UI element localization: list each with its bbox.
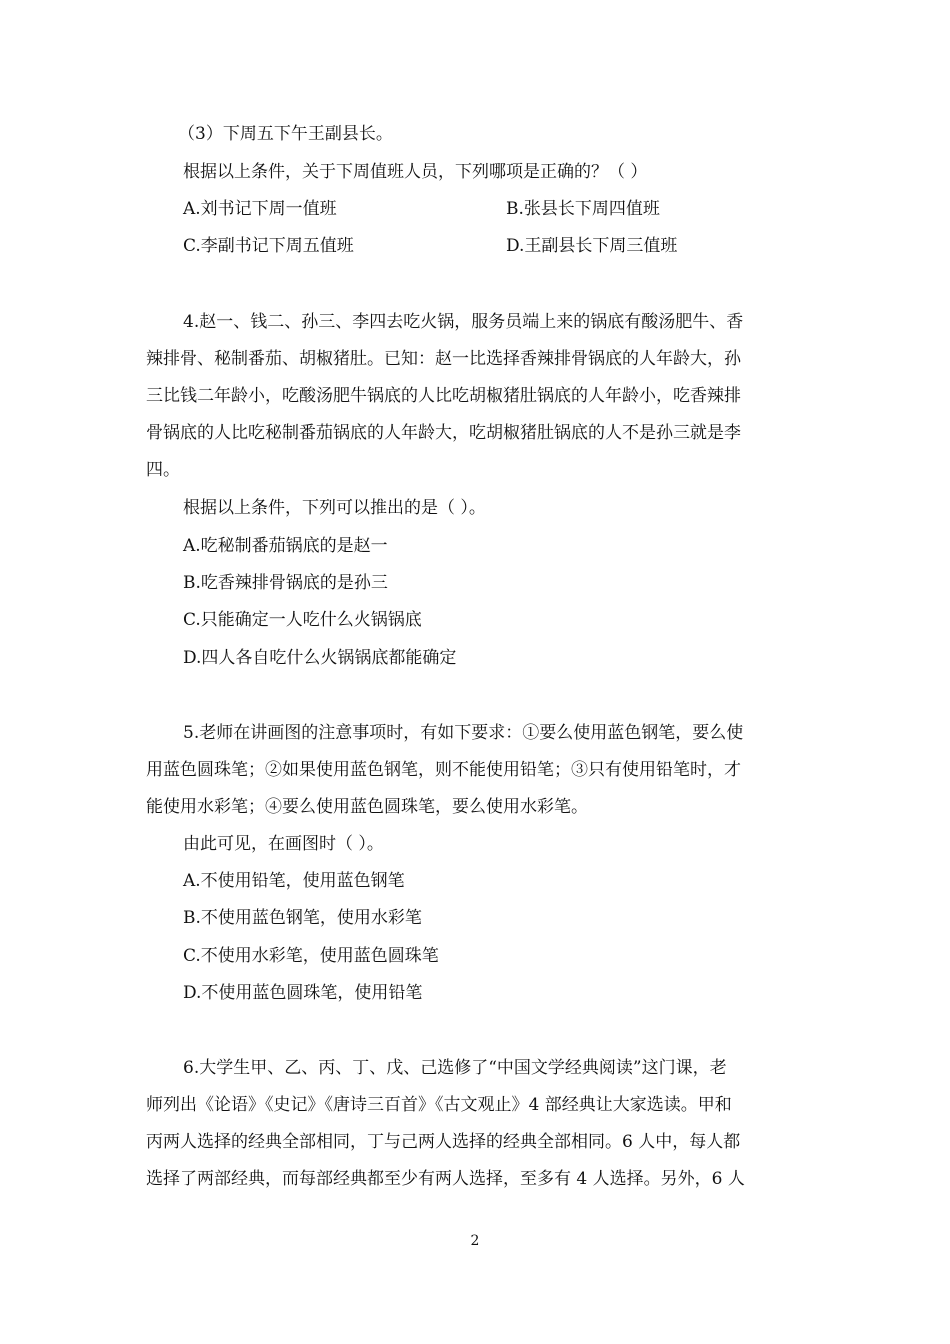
q4-prompt: 根据以上条件，下列可以推出的是（ ）。 bbox=[183, 498, 486, 518]
q4-option-b: B.吃香辣排骨锅底的是孙三 bbox=[183, 573, 388, 593]
page-number: 2 bbox=[470, 1233, 480, 1249]
q4-stem-line: 三比钱二年龄小，吃酸汤肥牛锅底的人比吃胡椒猪肚锅底的人年龄小，吃香辣排 bbox=[146, 386, 741, 406]
q5-option-d: D.不使用蓝色圆珠笔，使用铅笔 bbox=[183, 983, 423, 1003]
q4-stem-line: 四。 bbox=[146, 460, 180, 480]
q4-stem-line: 骨锅底的人比吃秘制番茄锅底的人年龄大，吃胡椒猪肚锅底的人不是孙三就是李 bbox=[146, 423, 741, 443]
q5-stem-line: 能使用水彩笔；④要么使用蓝色圆珠笔，要么使用水彩笔。 bbox=[146, 797, 588, 817]
q5-stem-line: 用蓝色圆珠笔；②如果使用蓝色钢笔，则不能使用铅笔；③只有使用铅笔时，才 bbox=[146, 760, 741, 780]
q4-stem-line: 辣排骨、秘制番茄、胡椒猪肚。已知：赵一比选择香辣排骨锅底的人年龄大，孙 bbox=[146, 349, 741, 369]
q6-stem-line: 师列出《论语》《史记》《唐诗三百首》《古文观止》4 部经典让大家选读。甲和 bbox=[146, 1095, 732, 1115]
q3-option-a: A.刘书记下周一值班 bbox=[183, 199, 337, 219]
q4-option-a: A.吃秘制番茄锅底的是赵一 bbox=[183, 536, 388, 556]
q3-option-d: D.王副县长下周三值班 bbox=[506, 236, 678, 256]
q6-stem-line: 丙两人选择的经典全部相同，丁与己两人选择的经典全部相同。6 人中，每人都 bbox=[146, 1132, 741, 1152]
q5-option-c: C.不使用水彩笔，使用蓝色圆珠笔 bbox=[183, 946, 439, 966]
q4-stem-line: 4.赵一、钱二、孙三、李四去吃火锅，服务员端上来的锅底有酸汤肥牛、香 bbox=[183, 312, 744, 332]
q5-option-a: A.不使用铅笔，使用蓝色钢笔 bbox=[183, 871, 405, 891]
q4-option-d: D.四人各自吃什么火锅锅底都能确定 bbox=[183, 648, 457, 668]
q5-option-b: B.不使用蓝色钢笔，使用水彩笔 bbox=[183, 908, 422, 928]
q4-option-c: C.只能确定一人吃什么火锅锅底 bbox=[183, 610, 422, 630]
q5-prompt: 由此可见，在画图时（ ）。 bbox=[183, 834, 384, 854]
q6-stem-line: 6.大学生甲、乙、丙、丁、戊、己选修了“中国文学经典阅读”这门课，老 bbox=[183, 1058, 727, 1078]
q6-stem-line: 选择了两部经典，而每部经典都至少有两人选择，至多有 4 人选择。另外，6 人 bbox=[146, 1169, 745, 1189]
q3-option-c: C.李副书记下周五值班 bbox=[183, 236, 354, 256]
q3-condition-3: （3）下周五下午王副县长。 bbox=[178, 124, 393, 144]
q3-option-b: B.张县长下周四值班 bbox=[506, 199, 660, 219]
q3-prompt: 根据以上条件，关于下周值班人员，下列哪项是正确的？（ ） bbox=[183, 162, 648, 182]
q5-stem-line: 5.老师在讲画图的注意事项时，有如下要求：①要么使用蓝色钢笔，要么使 bbox=[183, 723, 744, 743]
